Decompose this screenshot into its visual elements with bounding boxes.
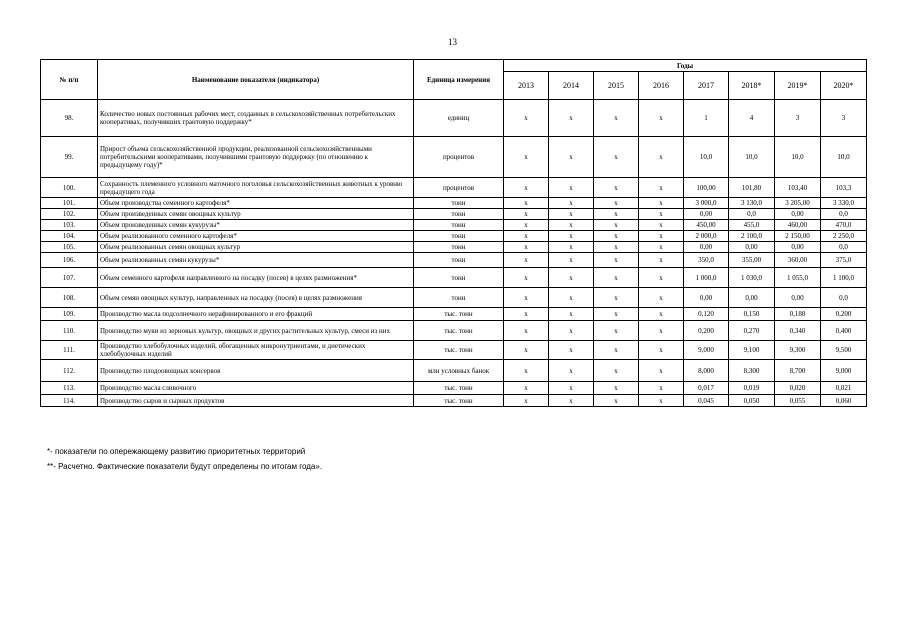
indicator-name: Объем произведенных семян кукурузы* [98, 220, 414, 231]
year-value: x [549, 360, 594, 382]
year-value: x [639, 288, 684, 308]
year-value: 9,100 [729, 341, 775, 360]
year-value: 10,0 [775, 137, 821, 178]
year-value: 3 [775, 100, 821, 137]
year-value: x [594, 253, 639, 268]
indicator-name: Количество новых постоянных рабочих мест, созданных в сельскохозяйственных потребительских кооперативах, получивших грантовую поддержку* [98, 100, 414, 137]
year-value: x [639, 137, 684, 178]
indicator-name: Объем реализованного семенного картофеля* [98, 231, 414, 242]
row-number: 103. [41, 220, 98, 231]
year-value: x [594, 231, 639, 242]
indicator-name: Производство муки из зерновых культур, овощных и других растительных культур, смеси из них [98, 321, 414, 341]
year-value: x [639, 242, 684, 253]
year-value: 0,00 [729, 242, 775, 253]
year-value: x [594, 137, 639, 178]
year-value: 0,200 [821, 308, 867, 321]
table-row [41, 308, 867, 321]
year-value: x [639, 395, 684, 407]
year-value: 0,021 [821, 382, 867, 395]
year-value: 350,0 [684, 253, 729, 268]
row-number: 101. [41, 198, 98, 209]
footnote-priority: *- показатели по опережающему развитию приоритетных территорий [47, 447, 306, 456]
year-value: 0,200 [684, 321, 729, 341]
unit-of-measure: тонн [414, 242, 504, 253]
year-value: 0,180 [775, 308, 821, 321]
year-value: 0,060 [821, 395, 867, 407]
year-value: x [504, 100, 549, 137]
year-value: x [639, 382, 684, 395]
year-value: 0,00 [684, 209, 729, 220]
year-value: 100,00 [684, 178, 729, 198]
table-row [41, 382, 867, 395]
unit-of-measure: тонн [414, 209, 504, 220]
year-value: x [549, 382, 594, 395]
year-value: 8,300 [729, 360, 775, 382]
table-row [41, 198, 867, 209]
year-value: 2 100,0 [729, 231, 775, 242]
year-value: x [549, 198, 594, 209]
header-name: Наименование показателя (индикатора) [98, 60, 414, 100]
year-value: x [639, 308, 684, 321]
unit-of-measure: тонн [414, 288, 504, 308]
year-value: x [504, 308, 549, 321]
year-value: 8,700 [775, 360, 821, 382]
year-value: x [549, 321, 594, 341]
year-value: x [504, 382, 549, 395]
year-value: x [594, 360, 639, 382]
year-value: x [549, 178, 594, 198]
year-value: 9,300 [775, 341, 821, 360]
year-value: 0,400 [821, 321, 867, 341]
table-row [41, 100, 867, 137]
year-value: 0,019 [729, 382, 775, 395]
year-value: x [504, 209, 549, 220]
year-value: x [639, 341, 684, 360]
header-year: 2014 [549, 72, 594, 100]
indicator-name: Объем семян овощных культур, направленных на посадку (посев) в целях размножения [98, 288, 414, 308]
year-value: x [594, 268, 639, 288]
year-value: x [504, 220, 549, 231]
year-value: 103,3 [821, 178, 867, 198]
year-value: x [504, 231, 549, 242]
year-value: x [639, 198, 684, 209]
year-value: 1 030,0 [729, 268, 775, 288]
year-value: x [639, 268, 684, 288]
table-row [41, 242, 867, 253]
year-value: 455,0 [729, 220, 775, 231]
year-value: x [594, 288, 639, 308]
indicator-name: Прирост объема сельскохозяйственной продукции, реализованной сельскохозяйственными потребительскими кооперативами, получившими грантовую поддержку (по отношению к предыдущему году)* [98, 137, 414, 178]
header-years-group: Годы [504, 60, 867, 72]
year-value: x [594, 382, 639, 395]
year-value: 0,270 [729, 321, 775, 341]
header-num: № п/п [41, 60, 98, 100]
footnote-estimate: **- Расчетно. Фактические показатели будут определены по итогам года». [47, 462, 323, 471]
year-value: 0,0 [821, 209, 867, 220]
year-value: x [504, 178, 549, 198]
year-value: 355,00 [729, 253, 775, 268]
year-value: 1 000,0 [684, 268, 729, 288]
year-value: x [639, 220, 684, 231]
year-value: x [594, 178, 639, 198]
row-number: 106. [41, 253, 98, 268]
year-value: x [504, 253, 549, 268]
row-number: 105. [41, 242, 98, 253]
unit-of-measure: тонн [414, 268, 504, 288]
year-value: x [504, 321, 549, 341]
year-value: x [549, 100, 594, 137]
year-value: 375,0 [821, 253, 867, 268]
row-number: 112. [41, 360, 98, 382]
header-unit: Единица измерения [414, 60, 504, 100]
year-value: 3 [821, 100, 867, 137]
year-value: 0,055 [775, 395, 821, 407]
unit-of-measure: тыс. тонн [414, 341, 504, 360]
year-value: x [549, 253, 594, 268]
header-year: 2015 [594, 72, 639, 100]
table-row [41, 220, 867, 231]
table-row [41, 178, 867, 198]
indicator-name: Объем производства семенного картофеля* [98, 198, 414, 209]
year-value: 0,120 [684, 308, 729, 321]
year-value: x [549, 395, 594, 407]
header-year: 2018* [729, 72, 775, 100]
indicator-name: Сохранность племенного условного маточного поголовья сельскохозяйственных животных к уровню предыдущего года [98, 178, 414, 198]
year-value: 460,00 [775, 220, 821, 231]
indicator-name: Производство сыров и сырных продуктов [98, 395, 414, 407]
row-number: 99. [41, 137, 98, 178]
year-value: x [594, 395, 639, 407]
row-number: 108. [41, 288, 98, 308]
unit-of-measure: млн условных банок [414, 360, 504, 382]
table-row [41, 268, 867, 288]
year-value: 103,40 [775, 178, 821, 198]
indicator-name: Объем реализованных семян овощных культур [98, 242, 414, 253]
indicator-name: Объем реализованных семян кукурузы* [98, 253, 414, 268]
year-value: 10,0 [821, 137, 867, 178]
year-value: 0,00 [684, 288, 729, 308]
year-value: x [594, 341, 639, 360]
unit-of-measure: процентов [414, 178, 504, 198]
year-value: x [504, 198, 549, 209]
year-value: 0,00 [775, 288, 821, 308]
table-row [41, 253, 867, 268]
year-value: 0,00 [775, 209, 821, 220]
year-value: 9,500 [821, 341, 867, 360]
unit-of-measure: тыс. тонн [414, 395, 504, 407]
table-body [41, 100, 867, 407]
row-number: 113. [41, 382, 98, 395]
year-value: x [639, 231, 684, 242]
unit-of-measure: тыс. тонн [414, 382, 504, 395]
year-value: x [594, 242, 639, 253]
indicator-name: Производство хлебобулочных изделий, обогащенных микронутриентами, и диетических хлебобулочных изделий [98, 341, 414, 360]
table-row [41, 321, 867, 341]
year-value: x [549, 220, 594, 231]
year-value: 0,0 [821, 288, 867, 308]
row-number: 107. [41, 268, 98, 288]
header-year: 2013 [504, 72, 549, 100]
year-value: x [639, 178, 684, 198]
header-year: 2017 [684, 72, 729, 100]
indicator-name: Объем произведенных семян овощных культур [98, 209, 414, 220]
row-number: 114. [41, 395, 98, 407]
indicator-name: Производство масла подсолнечного нерафинированного и его фракций [98, 308, 414, 321]
year-value: 8,000 [684, 360, 729, 382]
year-value: x [549, 137, 594, 178]
year-value: x [504, 242, 549, 253]
year-value: 0,0 [729, 209, 775, 220]
year-value: 3 205,00 [775, 198, 821, 209]
year-value: 2 250,0 [821, 231, 867, 242]
table-row [41, 395, 867, 407]
year-value: 360,00 [775, 253, 821, 268]
year-value: x [639, 360, 684, 382]
year-value: 0,00 [729, 288, 775, 308]
table-row [41, 360, 867, 382]
indicator-name: Производство масла сливочного [98, 382, 414, 395]
year-value: x [639, 253, 684, 268]
year-value: 0,340 [775, 321, 821, 341]
row-number: 109. [41, 308, 98, 321]
unit-of-measure: тыс. тонн [414, 308, 504, 321]
header-year: 2016 [639, 72, 684, 100]
year-value: 3 000,0 [684, 198, 729, 209]
unit-of-measure: единиц [414, 100, 504, 137]
year-value: 470,0 [821, 220, 867, 231]
year-value: 9,000 [821, 360, 867, 382]
year-value: x [594, 321, 639, 341]
row-number: 98. [41, 100, 98, 137]
year-value: x [549, 242, 594, 253]
year-value: 2 000,0 [684, 231, 729, 242]
year-value: 0,00 [775, 242, 821, 253]
year-value: 9,000 [684, 341, 729, 360]
year-value: x [504, 137, 549, 178]
year-value: x [504, 395, 549, 407]
year-value: 3 130,0 [729, 198, 775, 209]
year-value: 1 [684, 100, 729, 137]
unit-of-measure: тонн [414, 253, 504, 268]
year-value: 10,0 [684, 137, 729, 178]
table-row [41, 209, 867, 220]
row-number: 102. [41, 209, 98, 220]
year-value: 2 150,00 [775, 231, 821, 242]
year-value: x [504, 268, 549, 288]
row-number: 110. [41, 321, 98, 341]
year-value: x [549, 231, 594, 242]
year-value: 450,00 [684, 220, 729, 231]
year-value: x [639, 321, 684, 341]
row-number: 100. [41, 178, 98, 198]
unit-of-measure: тыс. тонн [414, 321, 504, 341]
indicator-name: Объем семенного картофеля направленного на посадку (посев) в целях размножения* [98, 268, 414, 288]
year-value: x [504, 341, 549, 360]
year-value: x [549, 308, 594, 321]
year-value: 3 330,0 [821, 198, 867, 209]
year-value: 0,050 [729, 395, 775, 407]
year-value: 0,0 [821, 242, 867, 253]
header-year: 2020* [821, 72, 867, 100]
year-value: 0,045 [684, 395, 729, 407]
unit-of-measure: тонн [414, 231, 504, 242]
unit-of-measure: тонн [414, 220, 504, 231]
year-value: 0,017 [684, 382, 729, 395]
table-row [41, 137, 867, 178]
year-value: x [504, 360, 549, 382]
year-value: x [504, 288, 549, 308]
year-value: x [639, 100, 684, 137]
year-value: 0,150 [729, 308, 775, 321]
unit-of-measure: тонн [414, 198, 504, 209]
year-value: x [549, 268, 594, 288]
year-value: x [594, 100, 639, 137]
unit-of-measure: процентов [414, 137, 504, 178]
indicator-table [40, 59, 867, 407]
year-value: x [549, 288, 594, 308]
table-row [41, 231, 867, 242]
row-number: 111. [41, 341, 98, 360]
header-year: 2019* [775, 72, 821, 100]
year-value: 4 [729, 100, 775, 137]
table-row [41, 341, 867, 360]
year-value: x [549, 341, 594, 360]
year-value: 0,020 [775, 382, 821, 395]
year-value: 10,0 [729, 137, 775, 178]
year-value: 0,00 [684, 242, 729, 253]
year-value: x [549, 209, 594, 220]
year-value: x [594, 220, 639, 231]
year-value: 1 100,0 [821, 268, 867, 288]
year-value: x [594, 198, 639, 209]
page-number: 13 [448, 37, 457, 47]
year-value: x [639, 209, 684, 220]
year-value: x [594, 308, 639, 321]
year-value: 1 055,0 [775, 268, 821, 288]
table-row [41, 288, 867, 308]
year-value: 101,80 [729, 178, 775, 198]
year-value: x [594, 209, 639, 220]
indicator-name: Производство плодоовощных консервов [98, 360, 414, 382]
row-number: 104. [41, 231, 98, 242]
